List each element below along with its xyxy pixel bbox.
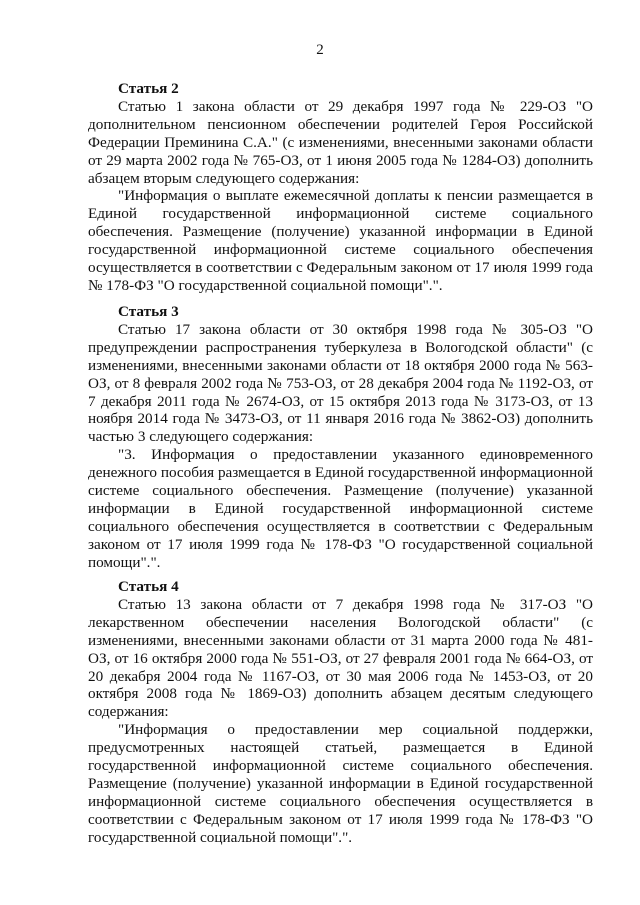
article-paragraph: Статью 1 закона области от 29 декабря 1997 года № 229-ОЗ "О дополнительном пенсионном обеспечении родителей Героя Российской Федерации Преминина С.А." (с изменениями, внесенными законами области от 29 марта 2002 года № 765-ОЗ, от 1 июня 2005 года № 1284-ОЗ) дополнить абзацем вторым следующего содержания: — [88, 97, 593, 187]
quoted-amendment: "3. Информация о предоставлении указанного единовременного денежного пособия размещается в Единой государственной информационной системе социального обеспечения. Размещение (получение) указанной информации в Единой государственной информационной системе социального обеспечения осуществляется в соответствии с Федеральным законом от 17 июля 1999 года № 178-ФЗ "О государственной социальной помощи".". — [88, 446, 593, 571]
page-number: 2 — [316, 42, 324, 58]
article-paragraph: Статью 17 закона области от 30 октября 1998 года № 305-ОЗ "О предупреждении распространения туберкулеза в Вологодской области" (с изменениями, внесенными законами области от 18 октября 2000 года № 563-ОЗ, от 8 февраля 2002 года № 753-ОЗ, от 28 декабря 2004 года № 1192-ОЗ, от 7 декабря 2011 года № 2674-ОЗ, от 15 октября 2013 года № 3173-ОЗ, от 13 ноября 2014 года № 3473-ОЗ, от 11 января 2016 года № 3862-ОЗ) дополнить частью 3 следующего содержания: — [88, 320, 593, 446]
article-paragraph: Статью 13 закона области от 7 декабря 1998 года № 317-ОЗ "О лекарственном обеспечении населения Вологодской области" (с изменениями, внесенными законами области от 31 марта 2000 года № 481-ОЗ, от 16 октября 2000 года № 551-ОЗ, от 27 февраля 2001 года № 664-ОЗ, от 20 декабря 2004 года № 1167-ОЗ, от 30 мая 2006 года № 1453-ОЗ, от 20 октября 2008 года № 1869-ОЗ) дополнить абзацем десятым следующего содержания: — [88, 595, 593, 721]
article-heading: Статья 3 — [118, 303, 179, 320]
quoted-amendment: "Информация о выплате ежемесячной доплаты к пенсии размещается в Единой государственной информационной системе социального обеспечения. Размещение (получение) указанной информации в Единой государственной информационной системе социального обеспечения осуществляется в соответствии с Федеральным законом от 17 июля 1999 года № 178-ФЗ "О государственной социальной помощи".". — [88, 187, 593, 294]
article-heading: Статья 2 — [118, 80, 179, 97]
article-3 — [88, 303, 593, 572]
article-4 — [88, 578, 593, 847]
quoted-amendment: "Информация о предоставлении мер социальной поддержки, предусмотренных настоящей статьей, размещается в Единой государственной информационной системе социального обеспечения. Размещение (получение) указанной информации в Единой государственной информационной системе социального обеспечения осуществляется в соответствии с Федеральным законом от 17 июля 1999 года № 178-ФЗ "О государственной социальной помощи".". — [88, 721, 593, 846]
article-2 — [88, 80, 593, 295]
article-heading: Статья 4 — [118, 578, 179, 595]
